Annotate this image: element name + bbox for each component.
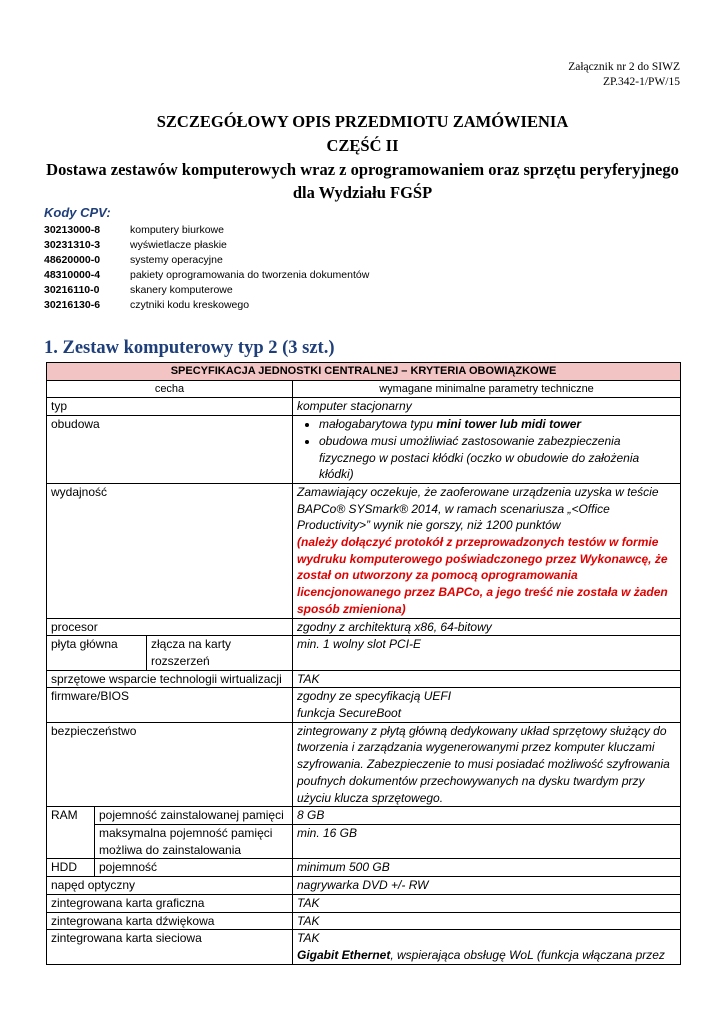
- bios-line-1: zgodny ze specyfikacją UEFI: [297, 689, 452, 704]
- row-label: wydajność: [47, 483, 293, 618]
- row-sublabel: maksymalna pojemność pamięci możliwa do zainstalowania: [95, 824, 293, 858]
- row-label: zintegrowana karta graficzna: [47, 894, 293, 912]
- table-row: [47, 722, 681, 807]
- table-row: [47, 859, 681, 877]
- row-label: sprzętowe wsparcie technologii wirtualizacji: [47, 670, 293, 688]
- column-header-feature: cecha: [47, 380, 293, 398]
- table-row: [47, 636, 681, 670]
- row-value: 8 GB: [293, 807, 681, 825]
- cpv-code: 48620000-0: [44, 254, 101, 266]
- cpv-code: 30213000-8: [44, 224, 101, 236]
- table-row: [47, 483, 681, 618]
- cpv-code: 30231310-3: [44, 239, 101, 251]
- cpv-row: [44, 268, 369, 283]
- network-bold-text: Gigabit Ethernet: [297, 947, 391, 962]
- table-row: [47, 912, 681, 930]
- table-row: [47, 930, 681, 964]
- cpv-desc: pakiety oprogramowania do tworzenia dokumentów: [130, 269, 370, 281]
- list-item: [319, 416, 676, 433]
- bullet-list: [297, 416, 676, 483]
- row-value: minimum 500 GB: [293, 859, 681, 877]
- cpv-row: [44, 238, 369, 253]
- table-row: [47, 416, 681, 484]
- cpv-desc: systemy operacyjne: [130, 254, 223, 266]
- row-label: RAM: [47, 807, 95, 859]
- row-label: napęd optyczny: [47, 877, 293, 895]
- row-value: min. 1 wolny slot PCI-E: [293, 636, 681, 670]
- table-row: [47, 894, 681, 912]
- table-header: SPECYFIKACJA JEDNOSTKI CENTRALNEJ – KRYTERIA OBOWIĄZKOWE: [47, 363, 681, 381]
- row-value: zintegrowany z płytą główną dedykowany układ sprzętowy służący do tworzenia i zarządzania wygenerowanymi przez komputer kluczami szyfrowania. Zabezpieczenie to musi posiadać możliwość szyfrowania poufnych dokumentów przechowywanych na dysku twardym przy użyciu klucza sprzętowego.: [293, 722, 681, 807]
- network-text: , wspierająca obsługę WoL (funkcja włączana przez: [390, 947, 665, 962]
- bios-line-2: funkcja SecureBoot: [297, 706, 402, 721]
- table-row: [47, 877, 681, 895]
- attachment-line-2: ZP.342-1/PW/15: [603, 76, 680, 88]
- row-sublabel: złącza na karty rozszerzeń: [147, 636, 293, 670]
- row-label: zintegrowana karta sieciowa: [47, 930, 293, 964]
- document-part: CZĘŚĆ II: [326, 136, 399, 155]
- row-label: bezpieczeństwo: [47, 722, 293, 807]
- cpv-code: 48310000-4: [44, 269, 101, 281]
- spec-table: [46, 362, 681, 965]
- table-row: [47, 824, 681, 858]
- cpv-heading: Kody CPV:: [44, 205, 111, 220]
- section-heading: 1. Zestaw komputerowy typ 2 (3 szt.): [44, 338, 335, 358]
- row-label: firmware/BIOS: [47, 688, 293, 722]
- cpv-desc: czytniki kodu kreskowego: [130, 299, 250, 311]
- cpv-row: [44, 253, 369, 268]
- row-label: HDD: [47, 859, 95, 877]
- table-row: [47, 618, 681, 636]
- row-value: TAK: [293, 670, 681, 688]
- list-item: • obudowa musi umożliwiać zastosowanie zabezpieczenia fizycznego w postaci kłódki (oczko w obudowie do założenia kłódki): [319, 433, 676, 483]
- attachment-line-1: Załącznik nr 2 do SIWZ: [568, 61, 680, 73]
- table-row: [47, 688, 681, 722]
- document-subtitle: Dostawa zestawów komputerowych wraz z oprogramowaniem oraz sprzętu peryferyjnego dla Wydziału FGŚP: [46, 160, 679, 202]
- cpv-desc: skanery komputerowe: [130, 284, 233, 296]
- row-sublabel: pojemność: [95, 859, 293, 877]
- cpv-codes: [44, 205, 369, 313]
- performance-text: Zamawiający oczekuje, że zaoferowane urządzenia uzyska w teście BAPCo® SYSmark® 2014, w ramach scenariusza „<Office Productivity>” wynik nie gorszy, niż 1200 punktów: [297, 484, 659, 533]
- row-value: zgodny z architekturą x86, 64-bitowy: [293, 618, 681, 636]
- row-value: [293, 930, 681, 964]
- row-value: [293, 483, 681, 618]
- cpv-desc: wyświetlacze płaskie: [130, 239, 227, 251]
- row-value: nagrywarka DVD +/- RW: [293, 877, 681, 895]
- network-line-1: TAK: [297, 931, 320, 946]
- cpv-desc: komputery biurkowe: [130, 224, 224, 236]
- row-value: TAK: [293, 912, 681, 930]
- row-label: typ: [47, 398, 293, 416]
- row-value: [293, 416, 681, 484]
- row-value: min. 16 GB: [293, 824, 681, 858]
- row-label: płyta główna: [47, 636, 147, 670]
- bullet-bold-text: mini tower lub midi tower: [436, 417, 582, 432]
- table-row: [47, 807, 681, 825]
- cpv-row: [44, 223, 369, 238]
- performance-note: (należy dołączyć protokół z przeprowadzonych testów w formie wydruku komputerowego poświadczonego przez Wykonawcę, że został on utworzony za pomocą oprogramowania licencjonowanego przez BAPCo, a jego treść nie została w żaden sposób zmieniona): [297, 535, 668, 616]
- cpv-row: [44, 298, 369, 313]
- attachment-note: [568, 60, 680, 90]
- row-sublabel: pojemność zainstalowanej pamięci: [95, 807, 293, 825]
- row-label: obudowa: [47, 416, 293, 484]
- row-value: TAK: [293, 894, 681, 912]
- table-row: [47, 670, 681, 688]
- cpv-code: 30216110-0: [44, 284, 100, 296]
- cpv-row: [44, 283, 369, 298]
- document-title: SZCZEGÓŁOWY OPIS PRZEDMIOTU ZAMÓWIENIA: [156, 112, 569, 131]
- bullet-text: małogabarytowa typu: [319, 417, 437, 432]
- network-line-2: [297, 947, 676, 964]
- row-label: zintegrowana karta dźwiękowa: [47, 912, 293, 930]
- cpv-code: 30216130-6: [44, 299, 101, 311]
- row-value: [293, 688, 681, 722]
- table-row: [47, 398, 681, 416]
- row-value: komputer stacjonarny: [293, 398, 681, 416]
- row-label: procesor: [47, 618, 293, 636]
- column-header-params: wymagane minimalne parametry techniczne: [293, 380, 681, 398]
